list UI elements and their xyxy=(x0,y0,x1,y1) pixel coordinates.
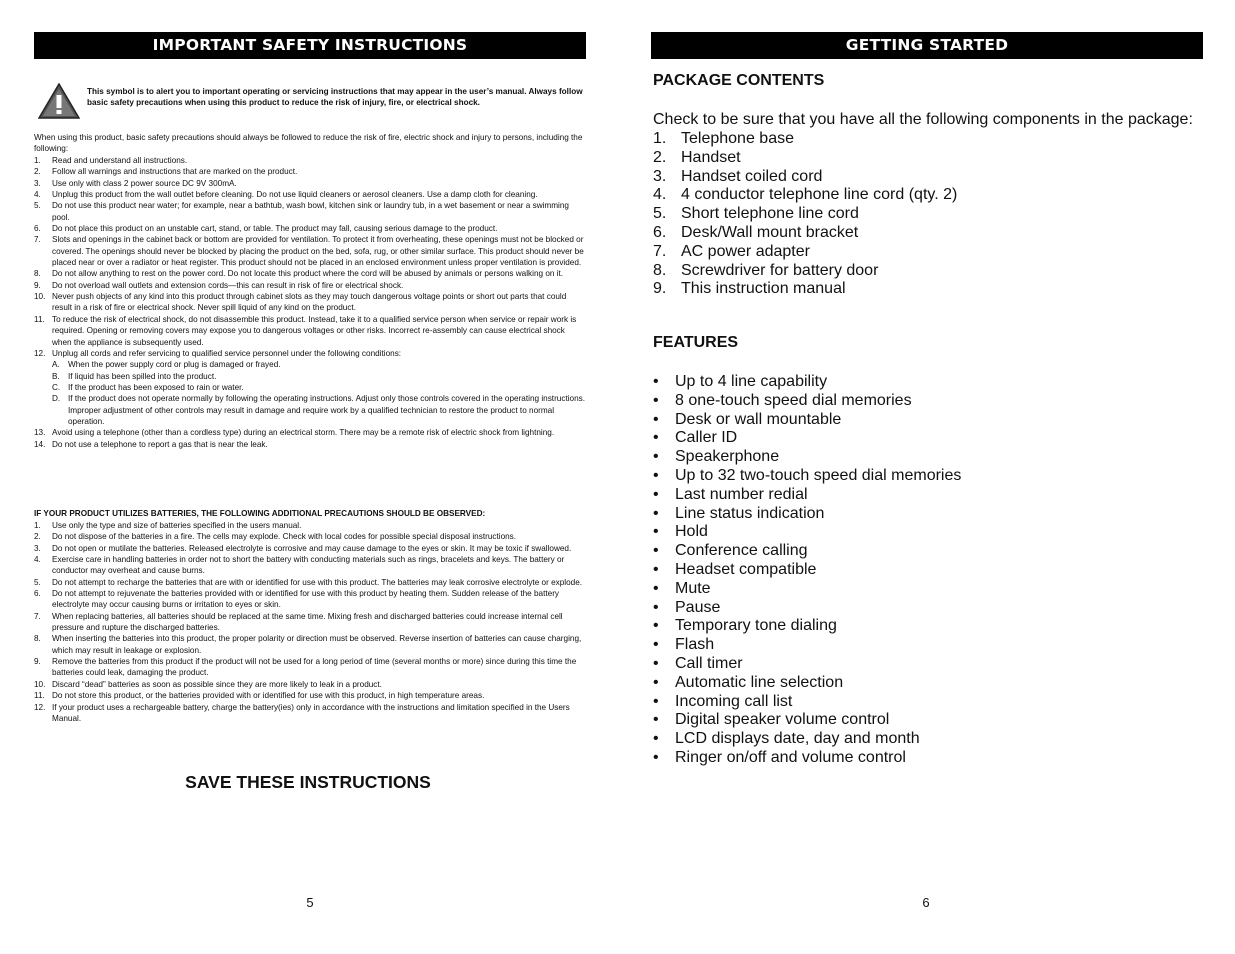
safety-item xyxy=(34,155,586,166)
feature-item xyxy=(653,486,1205,505)
package-item xyxy=(653,149,1205,168)
item-number: 6. xyxy=(34,589,41,599)
feature-text: Hold xyxy=(675,523,708,541)
safety-item xyxy=(34,280,586,291)
feature-item xyxy=(653,373,1205,392)
item-number: 4. xyxy=(34,555,41,565)
item-number: 6. xyxy=(653,223,667,241)
item-text: Do not use this product near water; for example, near a bathtub, wash bowl, kitchen sink or laundry tub, in a wet basement or near a swimming pool. xyxy=(52,201,569,222)
item-number: 2. xyxy=(34,532,41,542)
feature-item xyxy=(653,655,1205,674)
feature-text: Call timer xyxy=(675,654,743,672)
item-number: 12. xyxy=(34,348,46,358)
condition-item xyxy=(34,371,586,382)
feature-text: Up to 32 two-touch speed dial memories xyxy=(675,466,962,484)
feature-item xyxy=(653,505,1205,524)
item-text: Unplug all cords and refer servicing to qualified service personnel under the following conditions: xyxy=(52,348,402,358)
battery-item xyxy=(34,588,586,611)
item-text: Never push objects of any kind into this product through cabinet slots as they may touch dangerous voltage points or short out parts that could result in a risk of fire or electrical shock. Never spill liquid of any kind on the product. xyxy=(52,292,567,313)
item-text: Do not attempt to recharge the batteries that are with or identified for use with this product. The batteries may leak corrosive electrolyte or explode. xyxy=(52,577,583,587)
item-text: Use only the type and size of batteries specified in the users manual. xyxy=(52,521,302,530)
item-number: 5. xyxy=(34,577,41,587)
feature-text: Incoming call list xyxy=(675,692,793,710)
item-number: 11. xyxy=(34,314,45,324)
bullet-icon: • xyxy=(653,410,659,428)
item-number: 9. xyxy=(653,280,667,298)
package-item xyxy=(653,205,1205,224)
item-number: 4. xyxy=(653,186,667,204)
item-number: 2. xyxy=(34,167,41,177)
feature-item xyxy=(653,392,1205,411)
feature-item xyxy=(653,711,1205,730)
item-text: To reduce the risk of electrical shock, do not disassemble this product. Instead, take it to a qualified service person when service or repair work is required. Opening or removing covers may expose you to dangerous voltages or other risks. Incorrect re-assembly can cause electrical shock when the appliance is subsequently used. xyxy=(52,314,577,347)
feature-item xyxy=(653,467,1205,486)
battery-item xyxy=(34,577,586,588)
safety-list xyxy=(34,155,586,450)
item-number: 3. xyxy=(34,178,41,188)
package-item xyxy=(653,262,1205,281)
item-text: Handset xyxy=(681,148,741,166)
item-text: Do not store this product, or the batteries provided with or identified for use with this product, in high temperature areas. xyxy=(52,691,485,701)
battery-item xyxy=(34,543,586,554)
bullet-icon: • xyxy=(653,542,659,560)
item-number: 8. xyxy=(653,261,667,279)
item-number: 13. xyxy=(34,428,46,438)
bullet-icon: • xyxy=(653,636,659,654)
battery-item xyxy=(34,656,586,679)
item-number: C. xyxy=(52,382,61,392)
battery-list xyxy=(34,520,586,724)
feature-text: Flash xyxy=(675,636,715,654)
item-number: 12. xyxy=(34,702,46,712)
item-number: 9. xyxy=(34,657,41,667)
item-text: Do not use a telephone to report a gas that is near the leak. xyxy=(52,439,268,449)
feature-text: Mute xyxy=(675,579,711,597)
item-text: Read and understand all instructions. xyxy=(52,156,188,165)
item-number: 1. xyxy=(34,156,41,165)
features-heading: FEATURES xyxy=(653,334,739,351)
safety-item xyxy=(34,314,586,348)
feature-text: Desk or wall mountable xyxy=(675,410,842,428)
item-number: B. xyxy=(52,371,60,381)
feature-item xyxy=(653,523,1205,542)
feature-text: Pause xyxy=(675,598,721,616)
safety-item xyxy=(34,178,586,189)
safety-item xyxy=(34,223,586,234)
safety-item xyxy=(34,427,586,438)
safety-item xyxy=(34,348,586,359)
item-number: 11. xyxy=(34,691,45,701)
item-text: If liquid has been spilled into the product. xyxy=(68,371,217,381)
item-number: 2. xyxy=(653,148,667,166)
item-text: Follow all warnings and instructions that are marked on the product. xyxy=(52,167,298,177)
item-number: 7. xyxy=(34,611,41,621)
bullet-icon: • xyxy=(653,654,659,672)
page-number-right: 6 xyxy=(922,895,930,910)
feature-text: Digital speaker volume control xyxy=(675,711,890,729)
item-number: 3. xyxy=(34,543,41,553)
item-number: 4. xyxy=(34,190,41,200)
safety-item xyxy=(34,439,586,450)
battery-item xyxy=(34,633,586,656)
bullet-icon: • xyxy=(653,448,659,466)
item-text: When inserting the batteries into this product, the proper polarity or direction must be observed. Reverse insertion of batteries can cause charging, which may result in leakage or explosion. xyxy=(52,634,582,655)
item-number: 8. xyxy=(34,269,41,279)
feature-text: Speakerphone xyxy=(675,448,780,466)
item-number: 14. xyxy=(34,439,46,449)
feature-text: Line status indication xyxy=(675,504,825,522)
feature-item xyxy=(653,429,1205,448)
bullet-icon: • xyxy=(653,429,659,447)
safety-intro: When using this product, basic safety precautions should always be followed to reduce the risk of fire, electric shock and injury to persons, including the following: xyxy=(34,133,583,154)
item-text: AC power adapter xyxy=(681,242,810,260)
item-text: When replacing batteries, all batteries should be replaced at the same time. Mixing fresh and discharged batteries could increase internal cell pressure and rupture the discharged batteries. xyxy=(52,611,563,633)
save-instructions-heading: SAVE THESE INSTRUCTIONS xyxy=(185,772,431,792)
battery-item xyxy=(34,611,586,634)
item-text: If your product uses a rechargeable battery, charge the battery(ies) only in accordance with the instructions and limitation specified in the Users Manual. xyxy=(52,702,570,723)
package-item xyxy=(653,168,1205,187)
item-text: Desk/Wall mount bracket xyxy=(681,223,859,241)
bullet-icon: • xyxy=(653,579,659,597)
package-item xyxy=(653,224,1205,243)
item-number: 7. xyxy=(34,235,41,245)
feature-text: Automatic line selection xyxy=(675,673,844,691)
item-number: 5. xyxy=(34,201,41,211)
package-item xyxy=(653,243,1205,262)
item-text: Do not allow anything to rest on the power cord. Do not locate this product where the cord will be abused by animals or persons walking on it. xyxy=(52,269,564,279)
bullet-icon: • xyxy=(653,748,659,766)
bullet-icon: • xyxy=(653,692,659,710)
feature-text: Temporary tone dialing xyxy=(675,617,837,635)
package-contents-heading: PACKAGE CONTENTS xyxy=(653,72,825,89)
battery-heading: IF YOUR PRODUCT UTILIZES BATTERIES, THE FOLLOWING ADDITIONAL PRECAUTIONS SHOULD BE OBSERVED: xyxy=(34,509,486,518)
feature-item xyxy=(653,542,1205,561)
bullet-icon: • xyxy=(653,560,659,578)
bullet-icon: • xyxy=(653,504,659,522)
item-text: Screwdriver for battery door xyxy=(681,261,879,279)
item-text: Do not place this product on an unstable cart, stand, or table. The product may fall, causing serious damage to the product. xyxy=(52,224,498,234)
warning-triangle-icon xyxy=(38,83,80,119)
item-number: D. xyxy=(52,394,61,404)
features-list xyxy=(653,373,1205,768)
condition-item xyxy=(34,382,586,393)
item-text: Do not attempt to rejuvenate the batteries provided with or identified for use with this product by heating them. Sudden release of the battery electrolyte may occur causing burns or irritation to eyes or skin. xyxy=(52,589,560,610)
item-text: Discard “dead” batteries as soon as possible since they are more likely to leak in a product. xyxy=(52,679,382,689)
getting-started-banner: GETTING STARTED xyxy=(651,32,1203,59)
feature-text: Conference calling xyxy=(675,542,808,560)
item-number: 8. xyxy=(34,634,41,644)
bullet-icon: • xyxy=(653,617,659,635)
item-text: Remove the batteries from this product if the product will not be used for a long period of time (several months or more) since during this time the batteries could leak, damaging the product. xyxy=(52,657,577,678)
item-text: When the power supply cord or plug is damaged or frayed. xyxy=(68,360,281,370)
item-text: Telephone base xyxy=(681,130,794,147)
feature-item xyxy=(653,580,1205,599)
feature-text: LCD displays date, day and month xyxy=(675,730,920,748)
item-number: 5. xyxy=(653,205,667,223)
battery-item xyxy=(34,531,586,542)
feature-item xyxy=(653,636,1205,655)
feature-text: Caller ID xyxy=(675,429,738,447)
item-number: 3. xyxy=(653,167,667,185)
feature-text: Ringer on/off and volume control xyxy=(675,748,906,766)
battery-item xyxy=(34,554,586,577)
bullet-icon: • xyxy=(653,466,659,484)
safety-banner: IMPORTANT SAFETY INSTRUCTIONS xyxy=(34,32,586,59)
item-text: Use only with class 2 power source DC 9V 300mA. xyxy=(52,178,237,188)
safety-item xyxy=(34,234,586,268)
feature-item xyxy=(653,411,1205,430)
feature-text: Last number redial xyxy=(675,485,808,503)
bullet-icon: • xyxy=(653,391,659,409)
item-number: 10. xyxy=(34,679,46,689)
bullet-icon: • xyxy=(653,711,659,729)
condition-item xyxy=(34,359,586,370)
package-contents-list xyxy=(653,130,1205,299)
item-text: 4 conductor telephone line cord (qty. 2) xyxy=(681,186,958,204)
item-text: Short telephone line cord xyxy=(681,205,859,223)
item-number: 6. xyxy=(34,224,41,234)
bullet-icon: • xyxy=(653,373,659,390)
feature-text: Up to 4 line capability xyxy=(675,373,828,390)
feature-item xyxy=(653,730,1205,749)
item-number: A. xyxy=(52,360,60,370)
item-text: If the product does not operate normally by following the operating instructions. Adjust only those controls covered in the operating instructions. Improper adjustment of other controls may result in damage and require work by a qualified technician to restore the product to normal operation. xyxy=(68,394,586,426)
item-text: Handset coiled cord xyxy=(681,167,823,185)
page-number-left: 5 xyxy=(306,895,314,910)
package-item xyxy=(653,186,1205,205)
feature-text: Headset compatible xyxy=(675,560,817,578)
bullet-icon: • xyxy=(653,673,659,691)
safety-item xyxy=(34,291,586,314)
safety-item xyxy=(34,189,586,200)
feature-item xyxy=(653,617,1205,636)
item-text: Do not open or mutilate the batteries. Released electrolyte is corrosive and may cause damage to the eyes or skin. It may be toxic if swallowed. xyxy=(52,543,572,553)
item-text: If the product has been exposed to rain or water. xyxy=(68,382,244,392)
feature-item xyxy=(653,599,1205,618)
item-text: Avoid using a telephone (other than a cordless type) during an electrical storm. There may be a remote risk of electric shock from lightning. xyxy=(52,428,555,438)
feature-item xyxy=(653,561,1205,580)
condition-item xyxy=(34,393,586,427)
battery-item xyxy=(34,690,586,701)
safety-item xyxy=(34,268,586,279)
feature-item xyxy=(653,674,1205,693)
item-text: Slots and openings in the cabinet back or bottom are provided for ventilation. To protect it from overheating, these openings must not be blocked or covered. The openings should never be blocked by placing the product on the bed, sofa, rug, or other similar surface. This product should never be placed near or over a radiator or heat register. This product should not be placed in an enclosed environment unless proper ventilation is provided. xyxy=(52,235,584,268)
package-item xyxy=(653,280,1205,299)
item-number: 7. xyxy=(653,242,667,260)
condition-sublist xyxy=(34,359,586,427)
battery-item xyxy=(34,679,586,690)
battery-item xyxy=(34,702,586,725)
battery-item xyxy=(34,520,586,531)
bullet-icon: • xyxy=(653,523,659,541)
item-text: Do not overload wall outlets and extension cords—this can result in risk of fire or electrical shock. xyxy=(52,280,404,290)
bullet-icon: • xyxy=(653,598,659,616)
feature-item xyxy=(653,749,1205,768)
bullet-icon: • xyxy=(653,730,659,748)
safety-item xyxy=(34,200,586,223)
item-text: Do not dispose of the batteries in a fire. The cells may explode. Check with local codes for possible special disposal instructions. xyxy=(52,532,517,542)
item-text: Exercise care in handling batteries in order not to short the battery with conducting materials such as rings, bracelets and keys. The battery or conductor may overheat and cause burns. xyxy=(52,555,565,576)
warning-text: This symbol is to alert you to important operating or servicing instructions that may appear in the user’s manual. Always follow basic safety precautions when using this product to reduce the risk of injury, fire, or electrical shock. xyxy=(87,87,583,108)
item-number: 1. xyxy=(653,130,667,147)
feature-item xyxy=(653,448,1205,467)
package-item xyxy=(653,130,1205,149)
feature-text: 8 one-touch speed dial memories xyxy=(675,391,912,409)
feature-item xyxy=(653,693,1205,712)
item-number: 1. xyxy=(34,521,41,530)
item-text: Unplug this product from the wall outlet before cleaning. Do not use liquid cleaners or aerosol cleaners. Use a damp cloth for cleaning. xyxy=(52,190,538,200)
package-contents-intro: Check to be sure that you have all the following components in the package: xyxy=(653,111,1193,128)
item-text: This instruction manual xyxy=(681,280,846,298)
bullet-icon: • xyxy=(653,485,659,503)
item-number: 9. xyxy=(34,280,41,290)
item-number: 10. xyxy=(34,292,46,302)
safety-item xyxy=(34,166,586,177)
